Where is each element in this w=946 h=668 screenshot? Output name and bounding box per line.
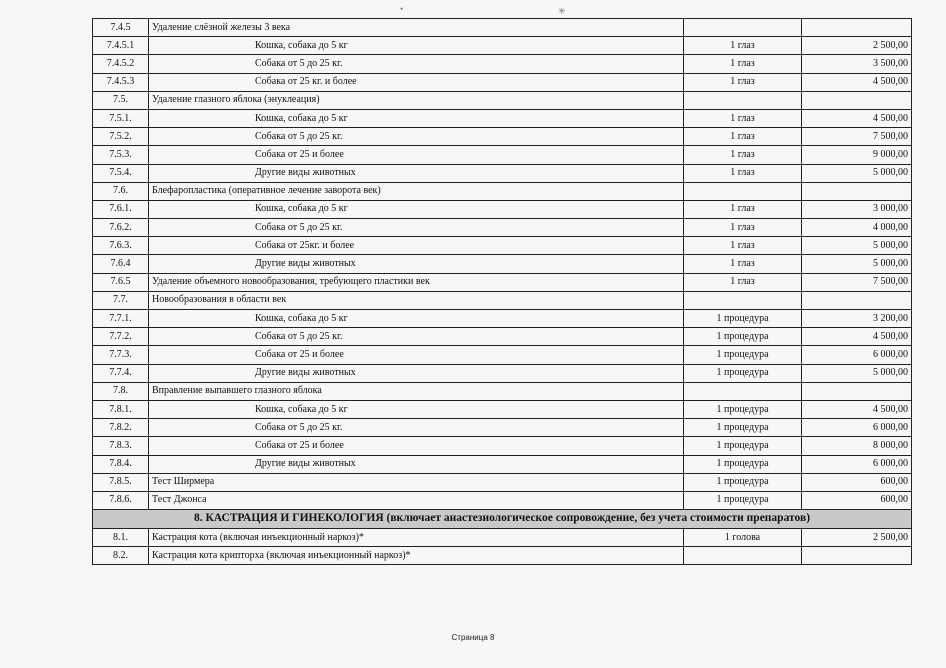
table-row <box>93 491 912 509</box>
price-cell: 600,00 <box>802 473 912 491</box>
unit-cell: 1 процедура <box>684 364 802 382</box>
code-cell: 7.8.2. <box>93 419 149 437</box>
service-name-cell: Кошка, собака до 5 кг <box>149 37 684 55</box>
price-cell: 4 500,00 <box>802 109 912 127</box>
price-cell <box>802 91 912 109</box>
service-name-cell: Кошка, собака до 5 кг <box>149 310 684 328</box>
table-row <box>93 328 912 346</box>
code-cell: 7.6.3. <box>93 237 149 255</box>
section-title-bold: 8. КАСТРАЦИЯ И ГИНЕКОЛОГИЯ <box>193 512 384 525</box>
code-cell: 7.4.5.3 <box>93 73 149 91</box>
service-name-cell: Блефаропластика (оперативное лечение заворота век) <box>149 182 684 200</box>
service-name-cell: Тест Ширмера <box>149 473 684 491</box>
table-row <box>93 310 912 328</box>
price-cell: 5 000,00 <box>802 255 912 273</box>
service-name-cell: Собака от 25кг. и более <box>149 237 684 255</box>
unit-cell: 1 глаз <box>684 73 802 91</box>
service-name-cell: Собака от 5 до 25 кг. <box>149 328 684 346</box>
table-row <box>93 73 912 91</box>
price-cell <box>802 291 912 309</box>
unit-cell: 1 глаз <box>684 237 802 255</box>
code-cell: 7.8.3. <box>93 437 149 455</box>
service-name-cell: Кошка, собака до 5 кг <box>149 109 684 127</box>
unit-cell <box>684 547 802 565</box>
table-row <box>93 400 912 418</box>
price-cell: 9 000,00 <box>802 146 912 164</box>
code-cell: 7.6.1. <box>93 200 149 218</box>
code-cell: 7.4.5.2 <box>93 55 149 73</box>
code-cell: 7.7.1. <box>93 310 149 328</box>
code-cell: 8.1. <box>93 529 149 547</box>
unit-cell: 1 голова <box>684 529 802 547</box>
table-row <box>93 346 912 364</box>
service-name-cell: Кастрация кота крипторха (включая инъекционный наркоз)* <box>149 547 684 565</box>
table-row <box>93 200 912 218</box>
price-table-body-after <box>93 529 912 565</box>
price-cell: 4 500,00 <box>802 400 912 418</box>
service-name-cell: Кошка, собака до 5 кг <box>149 400 684 418</box>
price-cell: 2 500,00 <box>802 529 912 547</box>
price-cell: 6 000,00 <box>802 419 912 437</box>
price-cell: 5 000,00 <box>802 364 912 382</box>
price-cell: 4 500,00 <box>802 328 912 346</box>
service-name-cell: Удаление слёзной железы 3 века <box>149 19 684 37</box>
section-header-row <box>93 510 912 529</box>
unit-cell: 1 глаз <box>684 128 802 146</box>
code-cell: 7.7. <box>93 291 149 309</box>
unit-cell: 1 глаз <box>684 200 802 218</box>
code-cell: 7.8.6. <box>93 491 149 509</box>
code-cell: 7.7.4. <box>93 364 149 382</box>
unit-cell: 1 процедура <box>684 310 802 328</box>
table-row <box>93 273 912 291</box>
price-cell <box>802 547 912 565</box>
code-cell: 7.5. <box>93 91 149 109</box>
table-row <box>93 455 912 473</box>
service-name-cell: Другие виды животных <box>149 455 684 473</box>
unit-cell: 1 глаз <box>684 273 802 291</box>
code-cell: 7.4.5.1 <box>93 37 149 55</box>
code-cell: 7.6.2. <box>93 219 149 237</box>
service-name-cell: Другие виды животных <box>149 164 684 182</box>
table-row <box>93 164 912 182</box>
price-cell: 6 000,00 <box>802 455 912 473</box>
code-cell: 7.8. <box>93 382 149 400</box>
table-row <box>93 128 912 146</box>
code-cell: 7.4.5 <box>93 19 149 37</box>
unit-cell: 1 процедура <box>684 473 802 491</box>
unit-cell: 1 глаз <box>684 255 802 273</box>
price-cell <box>802 19 912 37</box>
price-table-body <box>93 19 912 510</box>
table-row <box>93 219 912 237</box>
unit-cell: 1 процедура <box>684 491 802 509</box>
code-cell: 7.7.3. <box>93 346 149 364</box>
table-row <box>93 146 912 164</box>
price-cell: 3 200,00 <box>802 310 912 328</box>
table-row <box>93 19 912 37</box>
page-number: Страница 8 <box>451 633 495 642</box>
code-cell: 8.2. <box>93 547 149 565</box>
service-name-cell: Собака от 25 кг. и более <box>149 73 684 91</box>
price-cell: 5 000,00 <box>802 164 912 182</box>
code-cell: 7.8.5. <box>93 473 149 491</box>
unit-cell: 1 глаз <box>684 37 802 55</box>
unit-cell: 1 процедура <box>684 328 802 346</box>
unit-cell: 1 глаз <box>684 146 802 164</box>
price-cell: 7 500,00 <box>802 128 912 146</box>
code-cell: 7.8.1. <box>93 400 149 418</box>
service-name-cell: Удаление объемного новообразования, требующего пластики век <box>149 273 684 291</box>
unit-cell <box>684 19 802 37</box>
table-row <box>93 529 912 547</box>
unit-cell <box>684 382 802 400</box>
service-name-cell: Другие виды животных <box>149 255 684 273</box>
section-header <box>93 510 912 529</box>
table-row <box>93 473 912 491</box>
table-row <box>93 382 912 400</box>
code-cell: 7.6. <box>93 182 149 200</box>
price-cell <box>802 382 912 400</box>
unit-cell: 1 процедура <box>684 419 802 437</box>
service-name-cell: Собака от 25 и более <box>149 437 684 455</box>
unit-cell: 1 глаз <box>684 55 802 73</box>
service-name-cell: Вправление выпавшего глазного яблока <box>149 382 684 400</box>
table-row <box>93 291 912 309</box>
table-row <box>93 419 912 437</box>
price-cell: 2 500,00 <box>802 37 912 55</box>
price-cell: 4 000,00 <box>802 219 912 237</box>
price-cell: 5 000,00 <box>802 237 912 255</box>
table-row <box>93 437 912 455</box>
table-row <box>93 55 912 73</box>
service-name-cell: Удаление глазного яблока (энуклеация) <box>149 91 684 109</box>
code-cell: 7.5.1. <box>93 109 149 127</box>
service-name-cell: Кастрация кота (включая инъекционный наркоз)* <box>149 529 684 547</box>
code-cell: 7.6.4 <box>93 255 149 273</box>
section-title-rest: (включает анастезиологическое сопровождение, без учета стоимости препаратов) <box>383 512 811 525</box>
code-cell: 7.8.4. <box>93 455 149 473</box>
table-row <box>93 364 912 382</box>
service-name-cell: Собака от 5 до 25 кг. <box>149 219 684 237</box>
table-row <box>93 237 912 255</box>
price-cell: 7 500,00 <box>802 273 912 291</box>
table-row <box>93 255 912 273</box>
code-cell: 7.7.2. <box>93 328 149 346</box>
service-name-cell: Другие виды животных <box>149 364 684 382</box>
price-cell: 8 000,00 <box>802 437 912 455</box>
service-name-cell: Кошка, собака до 5 кг <box>149 200 684 218</box>
service-name-cell: Собака от 25 и более <box>149 346 684 364</box>
unit-cell <box>684 91 802 109</box>
price-cell <box>802 182 912 200</box>
code-cell: 7.5.2. <box>93 128 149 146</box>
unit-cell: 1 процедура <box>684 455 802 473</box>
unit-cell: 1 глаз <box>684 219 802 237</box>
unit-cell: 1 процедура <box>684 400 802 418</box>
table-row <box>93 547 912 565</box>
code-cell: 7.5.4. <box>93 164 149 182</box>
price-cell: 3 500,00 <box>802 55 912 73</box>
service-name-cell: Собака от 5 до 25 кг. <box>149 419 684 437</box>
price-cell: 3 000,00 <box>802 200 912 218</box>
section-header-body <box>93 510 912 529</box>
unit-cell <box>684 291 802 309</box>
table-row <box>93 182 912 200</box>
price-cell: 600,00 <box>802 491 912 509</box>
unit-cell: 1 процедура <box>684 437 802 455</box>
scan-speck: ✳ <box>558 6 566 16</box>
service-name-cell: Собака от 5 до 25 кг. <box>149 55 684 73</box>
scan-speck: • <box>400 4 404 14</box>
price-cell: 4 500,00 <box>802 73 912 91</box>
service-name-cell: Тест Джонса <box>149 491 684 509</box>
service-name-cell: Собака от 5 до 25 кг. <box>149 128 684 146</box>
table-row <box>93 109 912 127</box>
price-cell: 6 000,00 <box>802 346 912 364</box>
table-row <box>93 91 912 109</box>
service-name-cell: Собака от 25 и более <box>149 146 684 164</box>
unit-cell <box>684 182 802 200</box>
table-row <box>93 37 912 55</box>
unit-cell: 1 глаз <box>684 109 802 127</box>
unit-cell: 1 глаз <box>684 164 802 182</box>
unit-cell: 1 процедура <box>684 346 802 364</box>
code-cell: 7.6.5 <box>93 273 149 291</box>
service-name-cell: Новообразования в области век <box>149 291 684 309</box>
code-cell: 7.5.3. <box>93 146 149 164</box>
price-table <box>92 18 912 565</box>
